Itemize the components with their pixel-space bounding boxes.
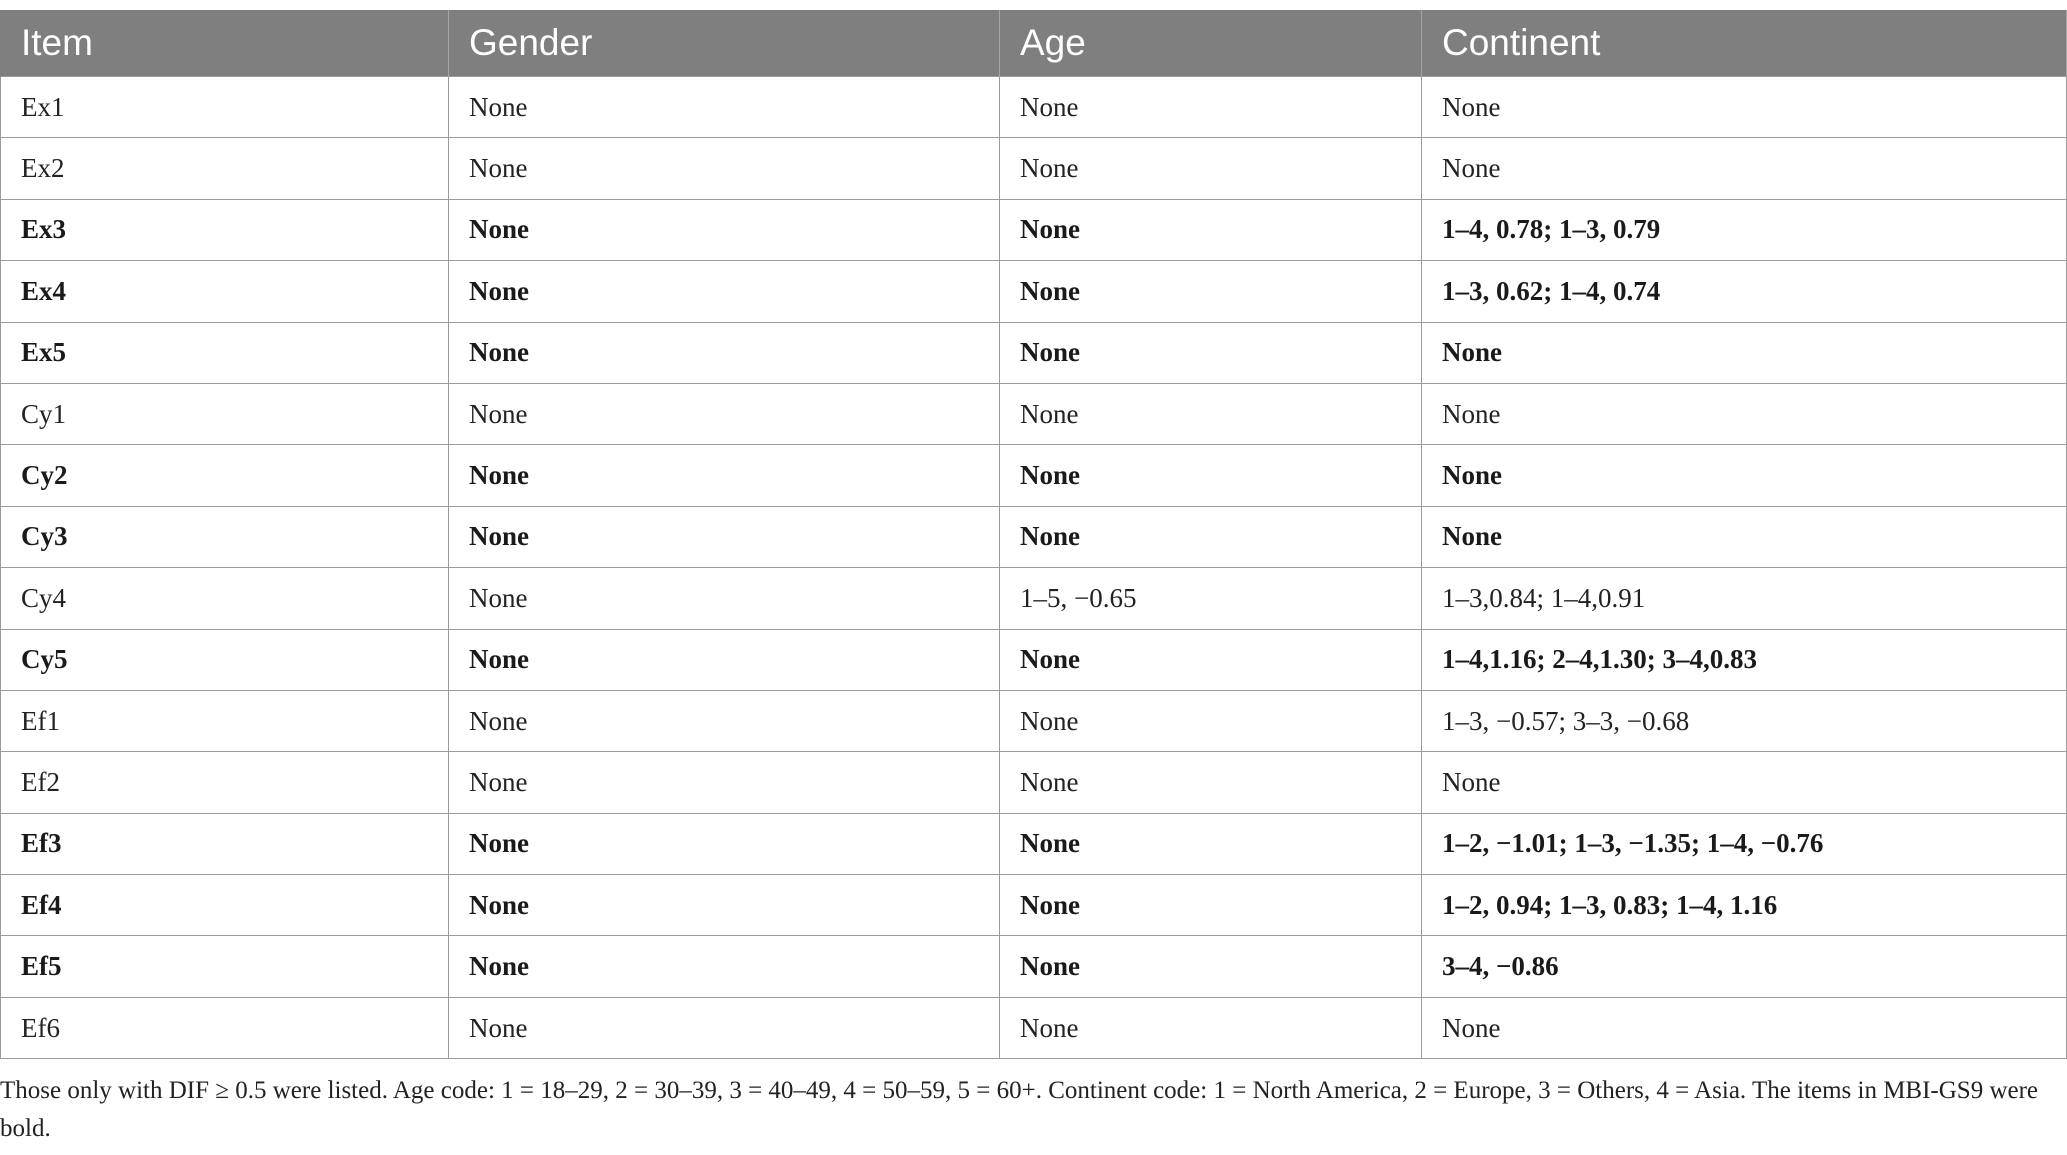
header-continent: Continent — [1422, 10, 2067, 77]
continent-cell: None — [1422, 752, 2067, 813]
item-cell: Cy4 — [1, 568, 449, 629]
item-cell: Cy5 — [1, 629, 449, 690]
age-cell: None — [1000, 690, 1422, 751]
item-cell: Ef4 — [1, 875, 449, 936]
gender-cell: None — [449, 77, 1000, 138]
age-cell: None — [1000, 77, 1422, 138]
item-cell: Ef2 — [1, 752, 449, 813]
item-cell: Ef3 — [1, 813, 449, 874]
header-gender: Gender — [449, 10, 1000, 77]
table-row — [1, 936, 2067, 997]
gender-cell: None — [449, 752, 1000, 813]
continent-cell: None — [1422, 383, 2067, 444]
table-row — [1, 813, 2067, 874]
item-cell: Ex1 — [1, 77, 449, 138]
continent-cell: 1–2, 0.94; 1–3, 0.83; 1–4, 1.16 — [1422, 875, 2067, 936]
age-cell: None — [1000, 506, 1422, 567]
age-cell: None — [1000, 445, 1422, 506]
age-cell: None — [1000, 629, 1422, 690]
gender-cell: None — [449, 690, 1000, 751]
table-row — [1, 997, 2067, 1058]
gender-cell: None — [449, 199, 1000, 260]
item-cell: Cy3 — [1, 506, 449, 567]
item-cell: Ex5 — [1, 322, 449, 383]
table-row — [1, 690, 2067, 751]
gender-cell: None — [449, 322, 1000, 383]
table-row — [1, 383, 2067, 444]
gender-cell: None — [449, 568, 1000, 629]
item-cell: Ef5 — [1, 936, 449, 997]
age-cell: None — [1000, 383, 1422, 444]
gender-cell: None — [449, 383, 1000, 444]
continent-cell: None — [1422, 445, 2067, 506]
item-cell: Cy1 — [1, 383, 449, 444]
dif-table — [0, 10, 2067, 1059]
item-cell: Ex4 — [1, 261, 449, 322]
age-cell: None — [1000, 936, 1422, 997]
continent-cell: None — [1422, 997, 2067, 1058]
gender-cell: None — [449, 138, 1000, 199]
table-row — [1, 77, 2067, 138]
item-cell: Ef1 — [1, 690, 449, 751]
age-cell: None — [1000, 138, 1422, 199]
age-cell: None — [1000, 813, 1422, 874]
continent-cell: None — [1422, 77, 2067, 138]
header-row — [1, 10, 2067, 77]
table-body — [1, 77, 2067, 1059]
gender-cell: None — [449, 875, 1000, 936]
header-item: Item — [1, 10, 449, 77]
table-row — [1, 752, 2067, 813]
item-cell: Ex2 — [1, 138, 449, 199]
header-age: Age — [1000, 10, 1422, 77]
age-cell: None — [1000, 997, 1422, 1058]
age-cell: None — [1000, 875, 1422, 936]
gender-cell: None — [449, 629, 1000, 690]
gender-cell: None — [449, 445, 1000, 506]
table-footnote: Those only with DIF ≥ 0.5 were listed. Age code: 1 = 18–29, 2 = 30–39, 3 = 40–49, 4 = 50–59, 5 = 60+. Continent code: 1 = North America, 2 = Europe, 3 = Others, 4 = Asia. The items in MBI-GS9 were bold. — [0, 1077, 2039, 1142]
age-cell: None — [1000, 261, 1422, 322]
continent-cell: 1–4,1.16; 2–4,1.30; 3–4,0.83 — [1422, 629, 2067, 690]
continent-cell: 1–2, −1.01; 1–3, −1.35; 1–4, −0.76 — [1422, 813, 2067, 874]
gender-cell: None — [449, 813, 1000, 874]
age-cell: 1–5, −0.65 — [1000, 568, 1422, 629]
table-row — [1, 199, 2067, 260]
table-row — [1, 875, 2067, 936]
table-row — [1, 568, 2067, 629]
table-row — [1, 261, 2067, 322]
dif-table-container — [0, 10, 2066, 1059]
table-row — [1, 445, 2067, 506]
gender-cell: None — [449, 997, 1000, 1058]
continent-cell: 1–3, 0.62; 1–4, 0.74 — [1422, 261, 2067, 322]
age-cell: None — [1000, 322, 1422, 383]
gender-cell: None — [449, 506, 1000, 567]
continent-cell: 1–3, −0.57; 3–3, −0.68 — [1422, 690, 2067, 751]
gender-cell: None — [449, 936, 1000, 997]
item-cell: Ex3 — [1, 199, 449, 260]
continent-cell: None — [1422, 322, 2067, 383]
table-row — [1, 629, 2067, 690]
continent-cell: 1–4, 0.78; 1–3, 0.79 — [1422, 199, 2067, 260]
continent-cell: None — [1422, 506, 2067, 567]
continent-cell: None — [1422, 138, 2067, 199]
table-header — [1, 10, 2067, 77]
age-cell: None — [1000, 752, 1422, 813]
continent-cell: 1–3,0.84; 1–4,0.91 — [1422, 568, 2067, 629]
continent-cell: 3–4, −0.86 — [1422, 936, 2067, 997]
gender-cell: None — [449, 261, 1000, 322]
item-cell: Cy2 — [1, 445, 449, 506]
age-cell: None — [1000, 199, 1422, 260]
table-row — [1, 322, 2067, 383]
table-row — [1, 506, 2067, 567]
item-cell: Ef6 — [1, 997, 449, 1058]
table-row — [1, 138, 2067, 199]
